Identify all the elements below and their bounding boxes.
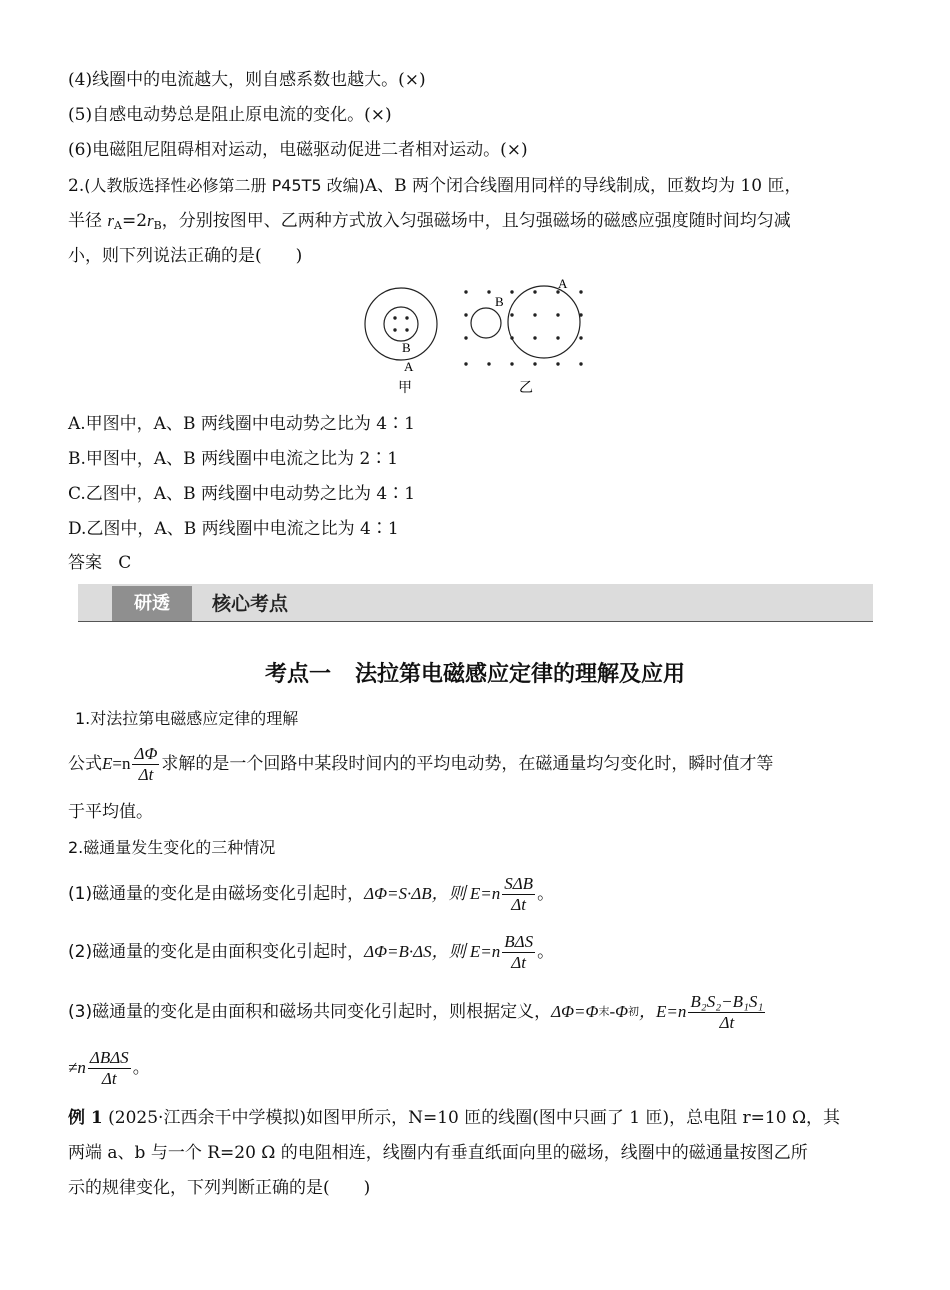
option-b: B.甲图中，A、B 两线圈中电流之比为 2∶1: [68, 449, 399, 469]
statement-4: (4)线圈中的电流越大，则自感系数也越大。(×): [68, 70, 426, 90]
label-b-yi: B: [495, 294, 504, 309]
fraction-case-2: $\frac{\text{BΔS}}{\Delta t}$: [504, 931, 534, 972]
label-a-jia: A: [404, 359, 414, 374]
label-a-yi: A: [558, 276, 568, 291]
question-source: (人教版选择性必修第二册 P45T5 改编): [84, 176, 365, 195]
question-2-line3: 小，则下列说法正确的是( ): [68, 246, 303, 266]
coil-b-jia: [384, 307, 418, 341]
section-heading: 考点一 法拉第电磁感应定律的理解及应用: [264, 662, 686, 687]
example-1-line2: 两端 a、b 与一个 R=20 Ω 的电阻相连，线圈内有垂直纸面向里的磁场，线圈中的磁通量按图乙所: [68, 1143, 808, 1163]
fraction-case-3: $\frac{\text{B₂S₂−B₁S₁}}{\Delta t}$: [690, 991, 764, 1032]
label-yi: 乙: [519, 380, 533, 396]
answer: 答案 C: [68, 553, 132, 573]
option-a: A.甲图中，A、B 两线圈中电动势之比为 4∶1: [68, 414, 415, 434]
subheading-2: 2.磁通量发生变化的三种情况: [68, 838, 276, 857]
statement-5: (5)自感电动势总是阻止原电流的变化。(×): [68, 105, 392, 125]
case-1: (1)磁通量的变化是由磁场变化引起时， ΔΦ=S·ΔB，则 E=n $\frac{\text{SΔB}}{\Delta t}$ 。: [68, 873, 555, 914]
question-2-line1: 2.(人教版选择性必修第二册 P45T5 改编)A、B 两个闭合线圈用同样的导线制成，匝数均为 10 匝，: [68, 176, 802, 196]
case-3: (3)磁通量的变化是由面积和磁场共同变化引起时，则根据定义， ΔΦ=Φ 末 -Φ 初 ，E=n $\frac{\text{B₂S₂−B₁S₁}}{\Delta t}$: [68, 991, 764, 1032]
label-b-jia: B: [402, 340, 411, 355]
formula-paragraph-line1: 公式 E =n $\frac{\Delta\Phi}{\Delta t}$ 求解的是一个回路中某段时间内的平均电动势，在磁通量均匀变化时，瞬时值才等: [68, 743, 774, 784]
fraction-case-3b: $\frac{\text{ΔBΔS}}{\Delta t}$: [89, 1047, 129, 1088]
field-dots-yi: [464, 290, 582, 365]
case-3-continued: ≠n $\frac{\text{ΔBΔS}}{\Delta t}$ 。: [68, 1047, 150, 1088]
banner-rule: [78, 621, 873, 622]
banner-tag: 研透: [112, 586, 192, 622]
coil-b-yi: [471, 308, 501, 338]
example-1-line1: 例 1 (2025·江西余干中学模拟)如图甲所示，N=10 匝的线圈(图中只画了 1 匝)，总电阻 r=10 Ω，其: [68, 1108, 841, 1128]
statement-6: (6)电磁阻尼阻碍相对运动，电磁驱动促进二者相对运动。(×): [68, 140, 528, 160]
fraction-phi-t: $\frac{\Delta\Phi}{\Delta t}$: [134, 743, 158, 784]
banner-bar: [78, 584, 873, 622]
subheading-1: 1.对法拉第电磁感应定律的理解: [75, 709, 299, 728]
formula-paragraph-line2: 于平均值。: [68, 802, 153, 822]
case-2: (2)磁通量的变化是由面积变化引起时， ΔΦ=B·ΔS，则 E=n $\frac{\text{BΔS}}{\Delta t}$ 。: [68, 931, 555, 972]
label-jia: 甲: [398, 380, 412, 396]
coil-a-jia: [365, 288, 437, 360]
question-2-line2: 半径 $r_A=2r_B$，分别按图甲、乙两种方式放入匀强磁场中，且匀强磁场的磁感应强度随时间均匀减: [68, 211, 791, 232]
figure-coils: [355, 275, 605, 400]
coil-a-yi: [508, 286, 580, 358]
example-1-line3: 示的规律变化，下列判断正确的是( ): [68, 1178, 371, 1198]
option-d: D.乙图中，A、B 两线圈中电流之比为 4∶1: [68, 519, 399, 539]
section-banner: [78, 584, 873, 622]
option-c: C.乙图中，A、B 两线圈中电动势之比为 4∶1: [68, 484, 416, 504]
field-dots-jia: [393, 316, 408, 331]
fraction-case-1: $\frac{\text{SΔB}}{\Delta t}$: [504, 873, 534, 914]
banner-title: 核心考点: [212, 593, 289, 615]
